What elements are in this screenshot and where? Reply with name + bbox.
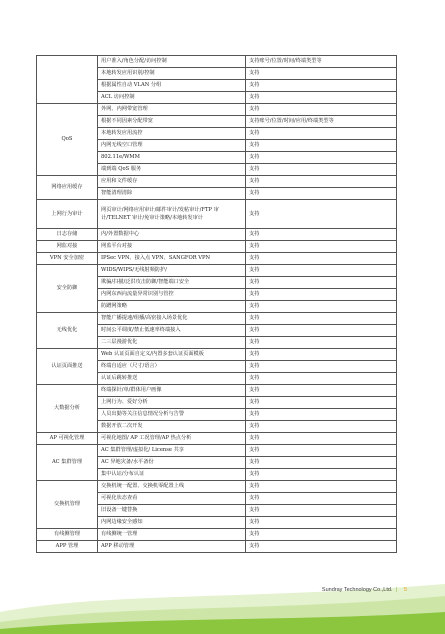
feature-cell: 内网东西向流量异常识别与管控 — [98, 289, 246, 301]
support-cell: 支持 — [246, 517, 397, 529]
feature-cell: 外网、内网带宽管理 — [98, 104, 246, 116]
support-cell: 支持 — [246, 176, 397, 188]
table-row — [37, 445, 397, 457]
support-cell: 支持 — [246, 433, 397, 445]
feature-cell: 认证后跳转推送 — [98, 373, 246, 385]
feature-cell: 本地转发应用识别/控制 — [98, 68, 246, 80]
feature-cell: 可视化地图/ AP 工况管理/AP 热点分析 — [98, 433, 246, 445]
category-cell — [37, 56, 98, 104]
feature-cell: WIDS/WIPS/无线射频防护/ — [98, 265, 246, 277]
feature-cell: 智能广播提速/组播/高密接入场景优化 — [98, 313, 246, 325]
support-cell: 支持 — [246, 104, 397, 116]
support-cell: 支持 — [246, 373, 397, 385]
feature-cell: 旧设备一键替换 — [98, 505, 246, 517]
feature-cell: 根据属性自动 VLAN 分组 — [98, 80, 246, 92]
feature-cell: ACL 访问控制 — [98, 92, 246, 104]
feature-cell: 终端自适应（尺寸/语言） — [98, 361, 246, 373]
feature-cell: 端到端 QoS 服务 — [98, 164, 246, 176]
support-cell: 支持 — [246, 409, 397, 421]
feature-cell: 交换机统一配置、交换机零配置上线 — [98, 481, 246, 493]
feature-cell: 内/外置数据中心 — [98, 229, 246, 241]
support-cell: 支持 — [246, 325, 397, 337]
category-cell: 上网行为审计 — [37, 200, 98, 229]
support-cell: 支持 — [246, 152, 397, 164]
support-cell: 支持 — [246, 421, 397, 433]
table-row — [37, 176, 397, 188]
support-cell: 支持 — [246, 229, 397, 241]
table-row — [37, 481, 397, 493]
feature-cell: 集中认证/分布认证 — [98, 469, 246, 481]
category-cell: 认证页面推送 — [37, 349, 98, 385]
feature-cell: 有线侧统一管理 — [98, 529, 246, 541]
feature-cell: APP 移动管理 — [98, 541, 246, 553]
category-cell: QoS — [37, 104, 98, 176]
support-cell: 支持 — [246, 200, 397, 229]
table-row — [37, 529, 397, 541]
support-cell: 支持 — [246, 505, 397, 517]
support-cell: 支持 — [246, 241, 397, 253]
table-row — [37, 433, 397, 445]
feature-cell: 802.11e/WMM — [98, 152, 246, 164]
category-cell: AC 集群管理 — [37, 445, 98, 481]
support-cell: 支持 — [246, 529, 397, 541]
feature-cell: IPSec VPN、接入点 VPN、SANGFOR VPN — [98, 253, 246, 265]
page-number: 5 — [403, 587, 407, 593]
company-name: Sundray Technology Co.,Ltd. — [321, 587, 393, 593]
support-cell: 支持 — [246, 164, 397, 176]
feature-cell: 根据不同因素分配带宽 — [98, 116, 246, 128]
feature-cell: AC 异地灾备/水平备份 — [98, 457, 246, 469]
feature-cell: AC 集群管理/虚拟化/ License 共享 — [98, 445, 246, 457]
footer-separator: | — [395, 587, 398, 593]
support-cell: 支持 — [246, 541, 397, 553]
category-cell: 无线优化 — [37, 313, 98, 349]
feature-cell: 人员出勤等关注信息情况分析与告警 — [98, 409, 246, 421]
feature-cell: 终端探针/单/群体用户画像 — [98, 385, 246, 397]
support-cell: 支持 — [246, 68, 397, 80]
support-cell: 支持 — [246, 313, 397, 325]
table-row — [37, 241, 397, 253]
table-row — [37, 385, 397, 397]
footer — [322, 587, 407, 593]
feature-cell: 数据开放二次开发 — [98, 421, 246, 433]
feature-cell: 网页审计/网络应用审计/邮件审计/发帖审计/FTP 审计/TELNET 审计/免审计策略/本地转发审计 — [98, 200, 246, 229]
feature-cell: 内网无线空口管理 — [98, 140, 246, 152]
support-cell: 支持 — [246, 457, 397, 469]
feature-cell: 时间公平调度/禁止低速率终端接入 — [98, 325, 246, 337]
category-cell: 大数据分析 — [37, 385, 98, 433]
support-cell: 支持 — [246, 253, 397, 265]
feature-cell: 本地转发应用流控 — [98, 128, 246, 140]
support-cell: 支持 — [246, 337, 397, 349]
feature-cell: 智能清理清除 — [98, 188, 246, 200]
support-cell: 支持 — [246, 385, 397, 397]
support-cell: 支持 — [246, 128, 397, 140]
feature-cell: 二三层漫游优化 — [98, 337, 246, 349]
category-cell: 有线侧管理 — [37, 529, 98, 541]
category-cell: 安全防御 — [37, 265, 98, 313]
feature-cell: 用户准入/角色分配/访问控制 — [98, 56, 246, 68]
table-row — [37, 541, 397, 553]
support-cell: 支持 — [246, 481, 397, 493]
category-cell: AP 可视化管理 — [37, 433, 98, 445]
support-cell: 支持 — [246, 397, 397, 409]
support-cell: 支持 — [246, 289, 397, 301]
feature-cell: 防蹭网策略 — [98, 301, 246, 313]
category-cell: 网监对接 — [37, 241, 98, 253]
feature-cell: 欺骗/扫描/泛洪攻击防御/智能端口安全 — [98, 277, 246, 289]
support-cell: 支持 — [246, 140, 397, 152]
feature-table — [36, 55, 397, 553]
support-cell: 支持 — [246, 277, 397, 289]
feature-cell: 可视化状态查看 — [98, 493, 246, 505]
support-cell: 支持 — [246, 265, 397, 277]
table-row — [37, 229, 397, 241]
table-row — [37, 104, 397, 116]
category-cell: 网络应用缓存 — [37, 176, 98, 200]
support-cell: 支持 — [246, 361, 397, 373]
table-row — [37, 349, 397, 361]
category-cell: APP 管理 — [37, 541, 98, 553]
support-cell: 支持 — [246, 92, 397, 104]
table-row — [37, 253, 397, 265]
support-cell: 支持 — [246, 349, 397, 361]
support-cell: 支持账号/位置/时间/应用/终端类型等 — [246, 116, 397, 128]
table-row — [37, 265, 397, 277]
support-cell: 支持 — [246, 469, 397, 481]
feature-cell: 内网边缘安全感知 — [98, 517, 246, 529]
category-cell: VPN 安全加密 — [37, 253, 98, 265]
feature-cell: Web 认证页面自定义/内置多套认证页面模板 — [98, 349, 246, 361]
support-cell: 支持账号/位置/时间/终端类型等 — [246, 56, 397, 68]
table-row — [37, 56, 397, 68]
support-cell: 支持 — [246, 445, 397, 457]
support-cell: 支持 — [246, 301, 397, 313]
category-cell: 日志存储 — [37, 229, 98, 241]
feature-cell: 网监平台对接 — [98, 241, 246, 253]
feature-cell: 应用和文件缓存 — [98, 176, 246, 188]
feature-cell: 上网行为、爱好分析 — [98, 397, 246, 409]
table-row — [37, 313, 397, 325]
table-row — [37, 200, 397, 229]
support-cell: 支持 — [246, 493, 397, 505]
support-cell: 支持 — [246, 188, 397, 200]
category-cell: 交换机管理 — [37, 481, 98, 529]
support-cell: 支持 — [246, 80, 397, 92]
